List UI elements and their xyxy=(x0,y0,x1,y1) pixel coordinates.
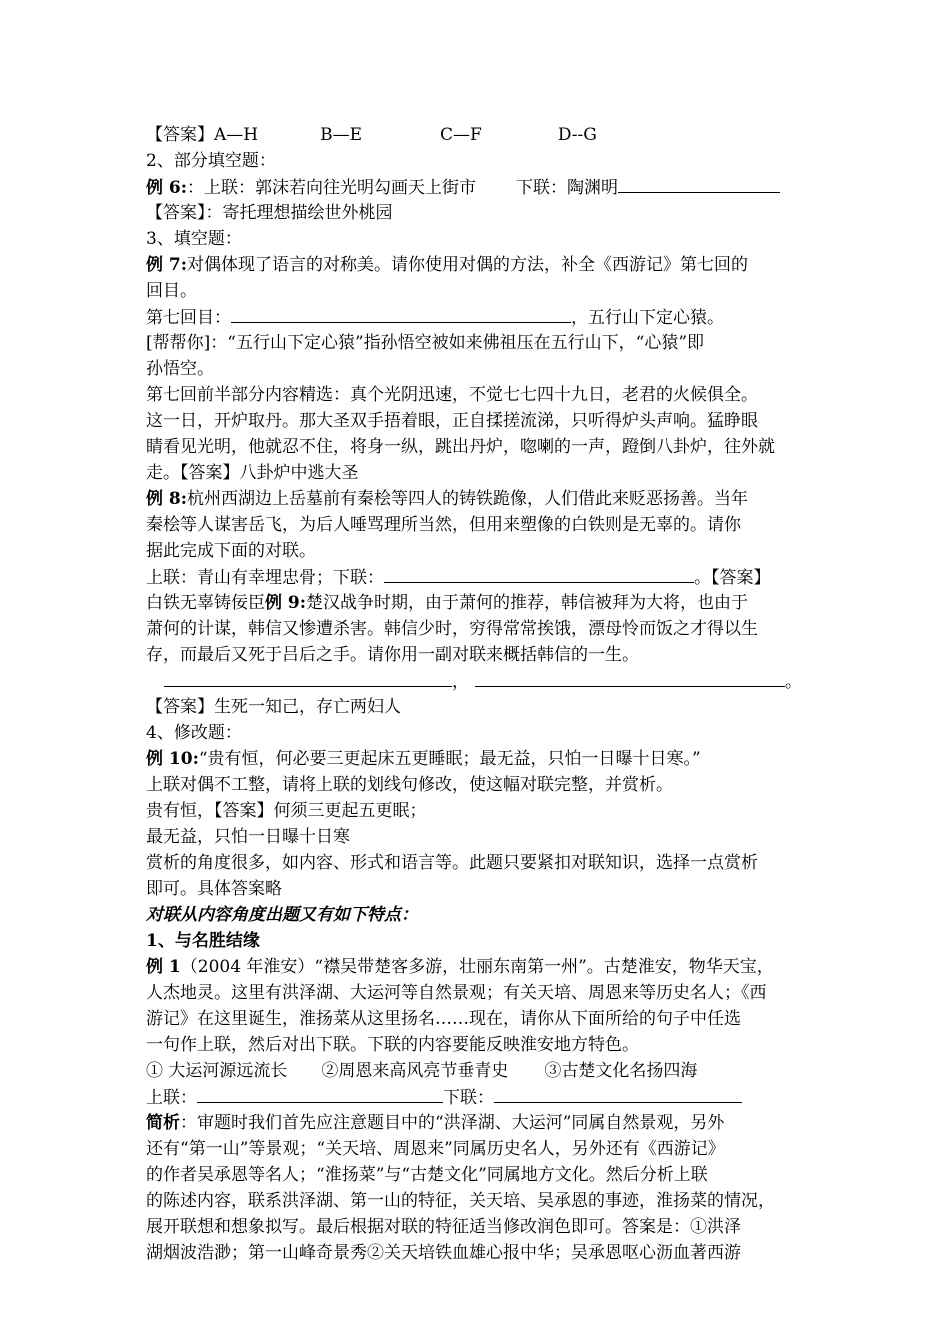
text-line: 的作者吴承恩等名人；“淮扬菜”与“古楚文化”同属地方文化。然后分析上联 xyxy=(146,1165,708,1185)
option-2: ②周恩来高风亮节垂青史 xyxy=(321,1061,509,1081)
text-line: 贵有恒，【答案】何须三更起五更眠； xyxy=(146,801,427,821)
text-line: 最无益，只怕一日曝十日寒 xyxy=(146,827,350,847)
text-fragment: 下联： xyxy=(443,1088,494,1108)
text-line: 湖烟波浩渺；第一山峰奇景秀②关天培铁血雄心报中华；吴承恩呕心沥血著西游 xyxy=(146,1243,741,1263)
text-line: 上联对偶不工整，请将上联的划线句修改，使这幅对联完整，并赏析。 xyxy=(146,775,673,795)
text-line: 还有“第一山”等景观；“关天培、周恩来”同属历史名人，另外还有《西游记》 xyxy=(146,1139,725,1159)
text-line: 据此完成下面的对联。 xyxy=(146,541,316,561)
answer-line-matching xyxy=(146,122,810,148)
text-line: 这一日，开炉取丹。那大圣双手捂着眼，正自揉搓流涕，只听得炉头声响。猛睁眼 xyxy=(146,411,758,431)
text-fragment: 。 xyxy=(785,672,802,692)
example-9 xyxy=(146,590,810,616)
analysis-label: 简析 xyxy=(146,1113,180,1133)
text-line: 游记》在这里诞生，淮扬菜从这里扬名……现在，请你从下面所给的句子中任选 xyxy=(146,1009,741,1029)
fill-blank[interactable] xyxy=(494,1084,742,1103)
analysis-line xyxy=(146,1110,810,1136)
answer-a: 【答案】A—H xyxy=(146,125,259,145)
fill-blank[interactable] xyxy=(164,668,452,687)
text-fragment: 上联：青山有幸埋忠骨；下联： xyxy=(146,568,384,588)
chapter-title-line xyxy=(146,304,810,330)
section-heading-partial-fill: 2、部分填空题： xyxy=(146,151,276,171)
document-page xyxy=(146,122,810,1266)
fill-blank[interactable] xyxy=(197,1084,443,1103)
example-1 xyxy=(146,954,810,980)
example-6 xyxy=(146,174,810,200)
text-line: 一句作上联，然后对出下联。下联的内容要能反映淮安地方特色。 xyxy=(146,1035,639,1055)
text-line: 存，而最后又死于吕后之手。请你用一副对联来概括韩信的一生。 xyxy=(146,645,639,665)
option-3: ③古楚文化名扬四海 xyxy=(544,1061,698,1081)
example-label: 例 8: xyxy=(146,489,188,509)
options-line xyxy=(146,1058,810,1084)
text-fragment: 第七回目： xyxy=(146,308,231,328)
text-line: 秦桧等人谋害岳飞，为后人唾骂理所当然，但用来塑像的白铁则是无辜的。请你 xyxy=(146,515,741,535)
text-line: 走。【答案】八卦炉中逃大圣 xyxy=(146,463,359,483)
answer-line: 【答案】：寄托理想描绘世外桃园 xyxy=(146,203,393,223)
answer-b: B—E xyxy=(320,125,363,145)
text-fragment: 。【答案】 xyxy=(694,568,771,588)
option-1: ① 大运河源远流长 xyxy=(146,1061,288,1081)
answer-line: 【答案】生死一知己，存亡两妇人 xyxy=(146,697,401,717)
example-text: “贵有恒，何必要三更起床五更睡眠；最无益，只怕一日曝十日寒。” xyxy=(198,749,701,769)
text-line: 孙悟空。 xyxy=(146,359,214,379)
example-label: 例 10: xyxy=(146,749,199,769)
couplet-blanks-line xyxy=(146,668,810,694)
example-label: 例 9: xyxy=(265,593,307,613)
fill-blank[interactable] xyxy=(618,174,780,193)
answer-d: D--G xyxy=(557,125,597,145)
text-fragment: ， xyxy=(452,672,469,692)
text-fragment: ，五行山下定心猿。 xyxy=(571,308,724,328)
text-fragment: 白铁无辜铸佞臣 xyxy=(146,593,265,613)
section-heading-fill: 3、填空题： xyxy=(146,229,242,249)
example-8 xyxy=(146,486,810,512)
text-fragment: 上联： xyxy=(146,1088,197,1108)
example-label: 例 7: xyxy=(146,255,188,275)
example-10 xyxy=(146,746,810,772)
text-line: 人杰地灵。这里有洪泽湖、大运河等自然景观；有关天培、周恩来等历史名人；《西 xyxy=(146,983,767,1003)
text-line: 展开联想和想象拟写。最后根据对联的特征适当修改润色即可。答案是：①洪泽 xyxy=(146,1217,741,1237)
text-line: 第七回前半部分内容精选：真个光阴迅速，不觉七七四十九日，老君的火候俱全。 xyxy=(146,385,758,405)
example-7 xyxy=(146,252,810,278)
text-line: 即可。具体答案略 xyxy=(146,879,282,899)
couplet-answer-line xyxy=(146,1084,810,1110)
example-label: 例 1 xyxy=(146,957,181,977)
example-text: 下联：陶渊明 xyxy=(516,178,619,198)
answer-c: C—F xyxy=(440,125,482,145)
example-text: （2004 年淮安）“襟吴带楚客多游，壮丽东南第一州”。古楚淮安，物华天宝， xyxy=(180,957,774,977)
fill-blank[interactable] xyxy=(384,564,694,583)
example-text: 楚汉战争时期，由于萧何的推荐，韩信被拜为大将，也由于 xyxy=(306,593,749,613)
text-line: 回目。 xyxy=(146,281,197,301)
text-line: 赏析的角度很多，如内容、形式和语言等。此题只要紧扣对联知识，选择一点赏析 xyxy=(146,853,758,873)
section-heading-edit: 4、修改题： xyxy=(146,723,242,743)
fill-blank[interactable] xyxy=(231,304,571,323)
example-text: ：上联：郭沫若向往光明勾画天上街市 xyxy=(187,178,477,198)
couplet-line xyxy=(146,564,810,590)
analysis-text: ：审题时我们首先应注意题目中的“洪泽湖、大运河”同属自然景观，另外 xyxy=(180,1113,725,1133)
example-label: 例 6: xyxy=(146,178,188,198)
text-line: 萧何的计谋，韩信又惨遭杀害。韩信少时，穷得常常挨饿，漂母怜而饭之才得以生 xyxy=(146,619,758,639)
fill-blank[interactable] xyxy=(475,668,785,687)
text-line: 睛看见光明，他就忍不住，将身一纵，跳出丹炉，唿喇的一声，蹬倒八卦炉，往外就 xyxy=(146,437,775,457)
subheading-content-features: 对联从内容角度出题又有如下特点： xyxy=(146,905,418,925)
subheading-scenic: 1、与名胜结缘 xyxy=(146,931,260,951)
text-line: [帮帮你]：“五行山下定心猿”指孙悟空被如来佛祖压在五行山下，“心猿”即 xyxy=(146,333,705,353)
example-text: 对偶体现了语言的对称美。请你使用对偶的方法，补全《西游记》第七回的 xyxy=(187,255,749,275)
example-text: 杭州西湖边上岳墓前有秦桧等四人的铸铁跪像，人们借此来贬恶扬善。当年 xyxy=(187,489,749,509)
text-line: 的陈述内容，联系洪泽湖、第一山的特征，关天培、吴承恩的事迹，淮扬菜的情况， xyxy=(146,1191,775,1211)
